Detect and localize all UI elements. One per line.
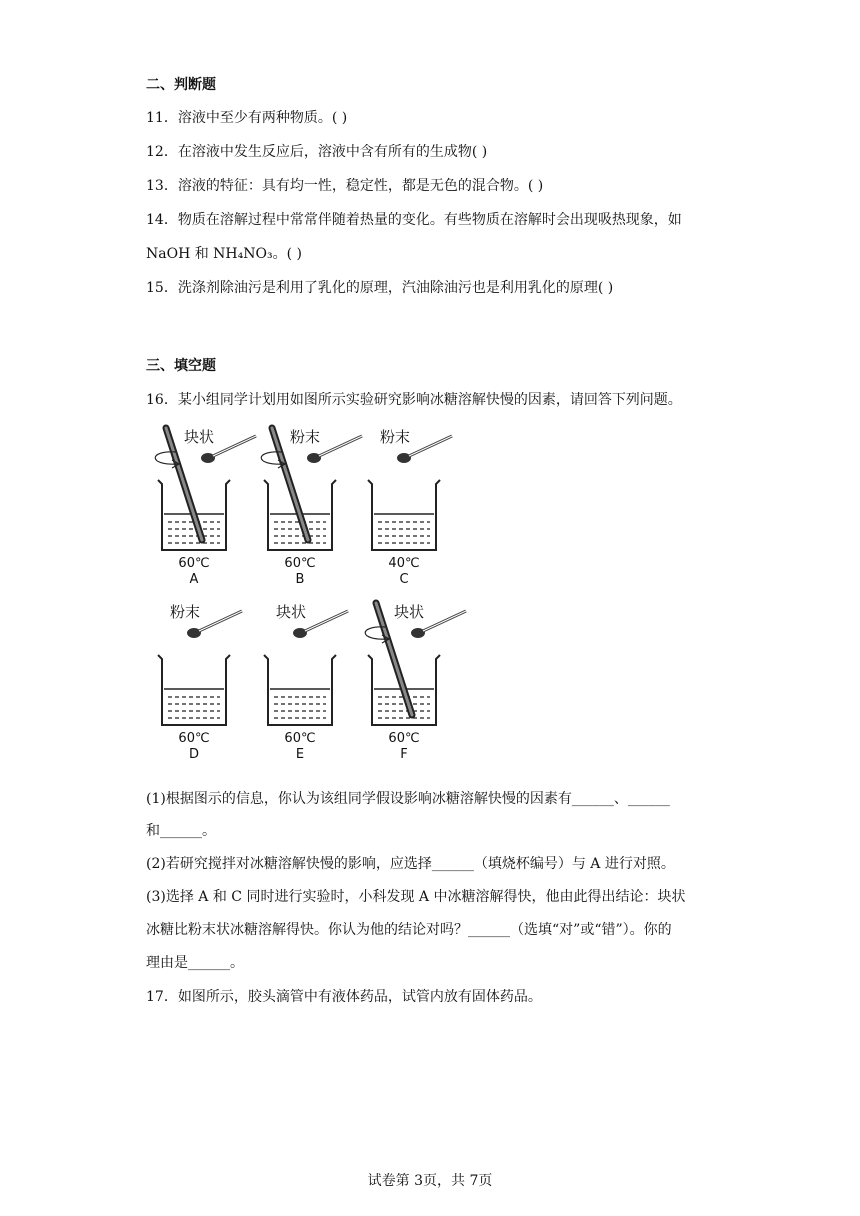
question-16-part2: (2)若研究搅拌对冰糖溶解快慢的影响，应选择______（填烧杯编号）与 A 进行对照。 xyxy=(146,856,675,872)
beaker-label: F xyxy=(400,747,408,762)
beaker-a xyxy=(155,428,256,587)
beaker-label: A xyxy=(189,572,199,587)
section-title-fill: 三、填空题 xyxy=(146,358,216,374)
question-12: 12．在溶液中发生反应后，溶液中含有所有的生成物( ) xyxy=(146,144,488,160)
page-footer: 试卷第 3页，共 7页 xyxy=(367,1173,493,1189)
question-16: 16．某小组同学计划用如图所示实验研究影响冰糖溶解快慢的因素，请回答下列问题。 xyxy=(146,392,682,408)
question-15: 15．洗涤剂除油污是利用了乳化的原理，汽油除油污也是利用乳化的原理( ) xyxy=(146,280,614,296)
beaker-label: C xyxy=(399,572,409,587)
question-11: 11．溶液中至少有两种物质。( ) xyxy=(146,110,348,126)
sugar-label: 块状 xyxy=(184,428,215,446)
beaker-e xyxy=(264,603,348,762)
beaker-f xyxy=(365,603,466,762)
beaker-label: D xyxy=(188,747,200,762)
question-16-part1-line1: (1)根据图示的信息，你认为该组同学假设影响冰糖溶解快慢的因素有______、______ xyxy=(146,791,670,807)
beaker-c xyxy=(368,428,452,587)
temperature-label: 40℃ xyxy=(388,556,420,571)
sugar-label: 块状 xyxy=(276,603,307,621)
question-16-part3-line2: 冰糖比粉末状冰糖溶解得快。你认为他的结论对吗？______（选填“对”或“错”）。你的 xyxy=(146,922,672,938)
section-title-judgment: 二、判断题 xyxy=(146,77,216,93)
beaker-experiment-figure xyxy=(140,420,470,770)
sugar-label: 粉末 xyxy=(380,428,411,446)
temperature-label: 60℃ xyxy=(178,731,210,746)
sugar-label: 粉末 xyxy=(290,428,321,446)
question-17: 17．如图所示，胶头滴管中有液体药品，试管内放有固体药品。 xyxy=(146,989,542,1005)
question-16-part1-line2: 和______。 xyxy=(146,823,216,839)
sugar-label: 块状 xyxy=(394,603,425,621)
beaker-label: B xyxy=(295,572,305,587)
question-14-line1: 14．物质在溶解过程中常常伴随着热量的变化。有些物质在溶解时会出现吸热现象，如 xyxy=(146,212,682,228)
question-16-part3-line3: 理由是______。 xyxy=(146,955,244,971)
temperature-label: 60℃ xyxy=(178,556,210,571)
question-14-line2: NaOH 和 NH₄NO₃。( ) xyxy=(146,246,302,262)
temperature-label: 60℃ xyxy=(284,731,316,746)
beaker-label: E xyxy=(295,747,305,762)
temperature-label: 60℃ xyxy=(284,556,316,571)
question-16-part3-line1: (3)选择 A 和 C 同时进行实验时，小科发现 A 中冰糖溶解得快，他由此得出结论：块状 xyxy=(146,889,686,905)
beaker-d xyxy=(158,603,242,762)
question-13: 13．溶液的特征：具有均一性，稳定性，都是无色的混合物。( ) xyxy=(146,178,544,194)
beaker-b xyxy=(261,428,362,587)
temperature-label: 60℃ xyxy=(388,731,420,746)
sugar-label: 粉末 xyxy=(170,603,201,621)
